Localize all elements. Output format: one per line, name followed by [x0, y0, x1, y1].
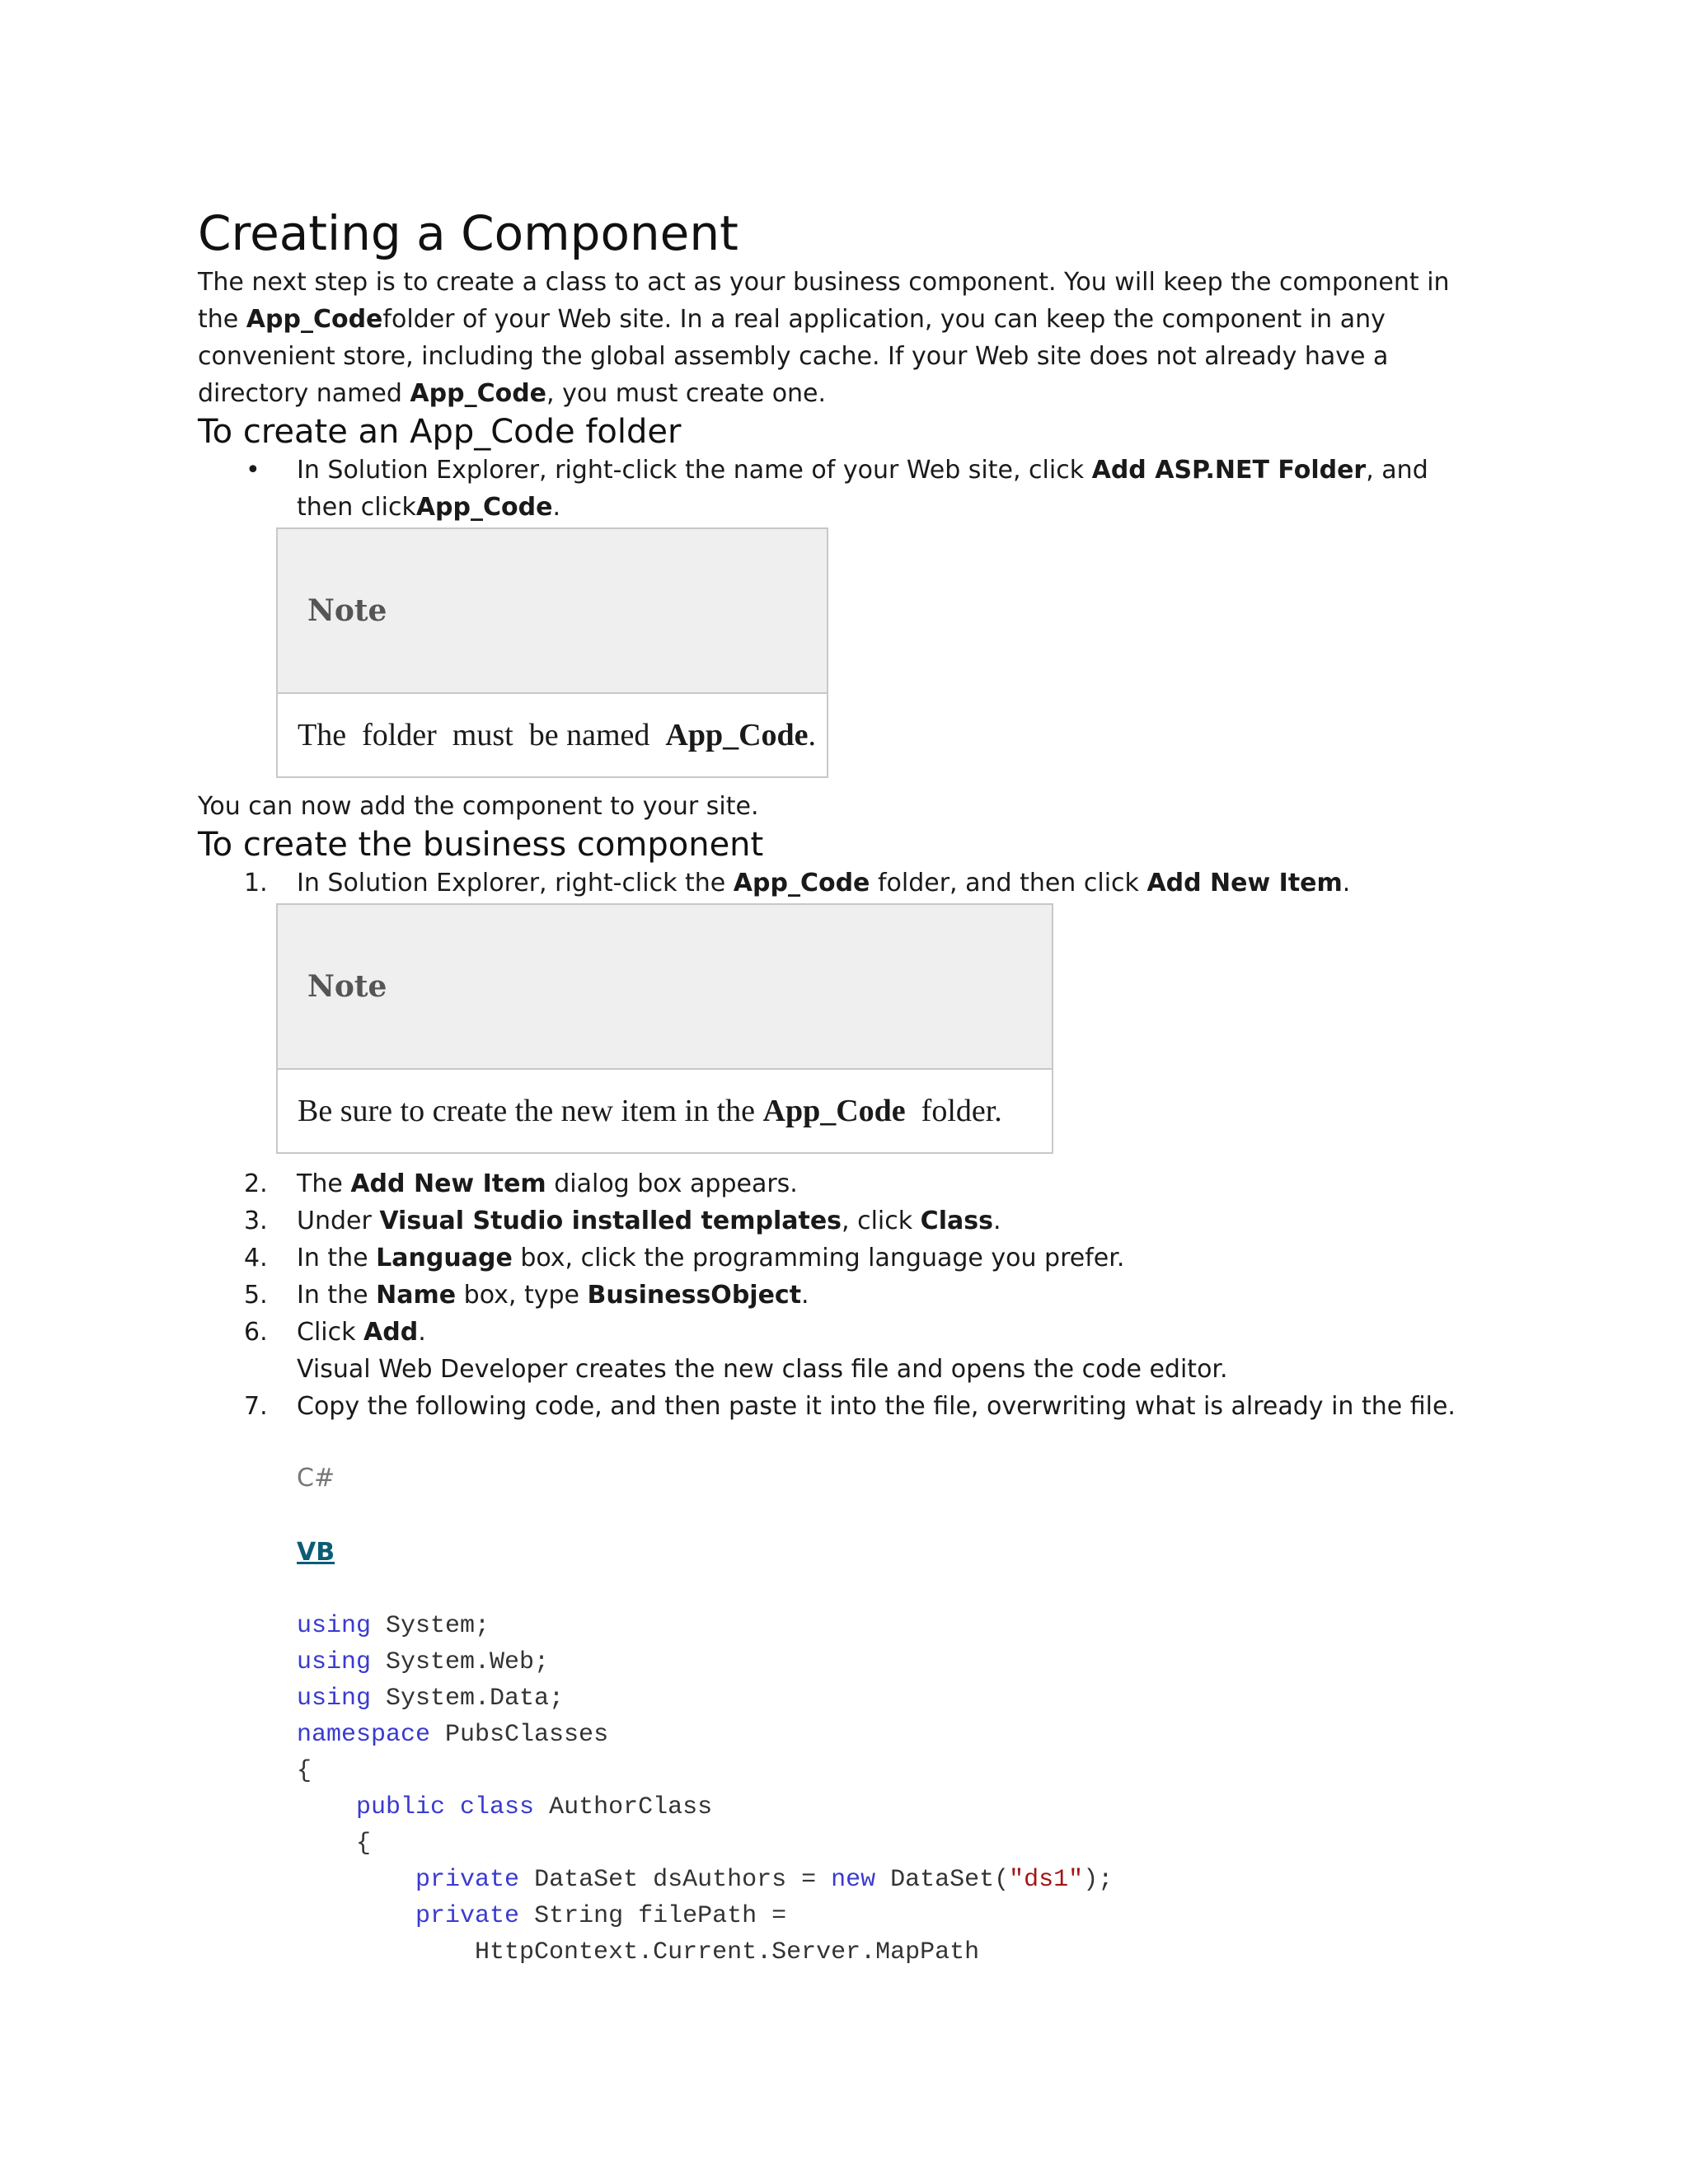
note-body: [278, 694, 827, 776]
step-text: Click: [297, 1318, 364, 1347]
section-heading-business-component: To create the business component: [198, 826, 764, 864]
code-indent: [297, 1866, 415, 1894]
intro-text-3: , you must create one.: [546, 379, 827, 408]
step-bold: Class: [920, 1207, 993, 1235]
list-item: [198, 1202, 1484, 1240]
step-bold: Add New Item: [350, 1169, 546, 1198]
step-number: 5.: [244, 1281, 268, 1310]
code-indent: [297, 1902, 415, 1930]
step-text: .: [801, 1281, 809, 1310]
code-keyword: private: [415, 1902, 520, 1930]
step-text: In Solution Explorer, right-click the: [297, 869, 734, 898]
item-bold-1: Add ASP.NET Folder: [1091, 456, 1367, 485]
code-listing: [297, 1608, 1484, 1971]
steps-list-3: [198, 1388, 1484, 1425]
steps-list-1: [198, 865, 1484, 902]
note-box: [276, 527, 828, 778]
intro-text-2: folder of your Web site. In a real application, you can keep the component in any convenient store, including the global assembly cache. If your Web site does not already have a directory named: [198, 305, 1389, 408]
code-string: "ds1": [1009, 1866, 1084, 1894]
step-number: 2.: [244, 1169, 268, 1198]
note-body: [278, 1070, 1052, 1152]
step-bold: BusinessObject: [587, 1281, 802, 1310]
step-text: .: [418, 1318, 426, 1347]
note-text-2: folder.: [905, 1094, 1002, 1128]
note-label: Note: [278, 905, 1052, 1070]
list-item: [198, 452, 1484, 526]
list-item: [198, 1240, 1484, 1277]
section-heading-app-code-folder: To create an App_Code folder: [198, 413, 682, 451]
item-bold-2: App_Code: [415, 493, 553, 522]
step-text: In the: [297, 1281, 377, 1310]
step-text: folder, and then click: [870, 869, 1147, 898]
note-text-2: .: [808, 718, 817, 752]
code-keyword: private: [415, 1866, 520, 1894]
step-text: Under: [297, 1207, 380, 1235]
code-text: System.Web;: [371, 1648, 550, 1676]
step-text: .: [992, 1207, 1001, 1235]
intro-bold-app-code-1: App_Code: [246, 305, 383, 334]
document-page: [198, 206, 1484, 1971]
list-item: [198, 1388, 1484, 1425]
step-bold: Visual Studio installed templates: [379, 1207, 842, 1235]
step-bold: App_Code: [733, 869, 870, 898]
code-keyword: public class: [356, 1793, 535, 1821]
code-keyword: namespace: [297, 1721, 431, 1749]
step-text: Copy the following code, and then paste it into the file, overwriting what is already in the file.: [297, 1392, 1456, 1421]
code-indent: [297, 1793, 356, 1821]
step-bold: Add New Item: [1146, 869, 1343, 898]
code-text: PubsClasses: [430, 1721, 609, 1749]
code-text: );: [1083, 1866, 1114, 1894]
code-text: System.Data;: [371, 1685, 565, 1713]
intro-bold-app-code-2: App_Code: [410, 379, 547, 408]
code-text: DataSet dsAuthors =: [519, 1866, 832, 1894]
code-text: HttpContext.Current.Server.MapPath: [297, 1938, 980, 1966]
code-text: DataSet(: [875, 1866, 1010, 1894]
step-text: The: [297, 1169, 351, 1198]
step-bold: Language: [376, 1244, 513, 1272]
code-language-current: C#: [297, 1464, 335, 1493]
intro-paragraph: [198, 264, 1484, 412]
step-text: In the: [297, 1244, 377, 1272]
note-text-1: The folder must be named: [298, 718, 666, 752]
step-text: , click: [842, 1207, 921, 1235]
code-sample: [198, 1460, 1484, 1971]
step-bold: Add: [363, 1318, 419, 1347]
code-keyword: using: [297, 1648, 372, 1676]
step-text: box, type: [456, 1281, 588, 1310]
note-box: [276, 903, 1053, 1154]
page-title: Creating a Component: [198, 205, 738, 261]
list-item: [198, 1277, 1484, 1314]
step-number: 3.: [244, 1207, 268, 1235]
code-text: {: [297, 1757, 312, 1785]
note-label: Note: [278, 529, 827, 694]
list-item: [198, 1165, 1484, 1202]
after-note-text: You can now add the component to your site.: [198, 792, 759, 821]
code-text: {: [297, 1830, 372, 1858]
intro-text-1: The next step is to create a class to act as your business component. You will keep the component in the: [198, 268, 1450, 334]
bullet-marker: •: [246, 456, 260, 485]
code-language-vb-link[interactable]: VB: [297, 1538, 335, 1567]
list-item: [198, 1314, 1484, 1351]
step-text: box, click the programming language you prefer.: [512, 1244, 1125, 1272]
step-text: dialog box appears.: [546, 1169, 798, 1198]
step-text: .: [1342, 869, 1351, 898]
code-text: String filePath =: [519, 1902, 787, 1930]
bullet-list: [198, 452, 1484, 526]
item-text-3: .: [552, 493, 560, 522]
code-text: AuthorClass: [534, 1793, 713, 1821]
code-keyword: using: [297, 1612, 372, 1640]
step-bold: Name: [376, 1281, 457, 1310]
step-number: 4.: [244, 1244, 268, 1272]
code-text: System;: [371, 1612, 490, 1640]
step-number: 7.: [244, 1392, 268, 1421]
code-keyword: using: [297, 1685, 372, 1713]
item-text-1: In Solution Explorer, right-click the name of your Web site, click: [297, 456, 1092, 485]
note-bold: App_Code: [762, 1094, 906, 1128]
step6-subtext: Visual Web Developer creates the new class file and opens the code editor.: [297, 1355, 1228, 1384]
step-number: 1.: [244, 869, 268, 898]
list-item: [198, 865, 1484, 902]
code-keyword: new: [831, 1866, 876, 1894]
item-text-2: , and then click: [297, 456, 1428, 522]
step-number: 6.: [244, 1318, 268, 1347]
note-bold: App_Code: [665, 718, 809, 752]
steps-list-2: [198, 1165, 1484, 1351]
note-text-1: Be sure to create the new item in the: [298, 1094, 763, 1128]
